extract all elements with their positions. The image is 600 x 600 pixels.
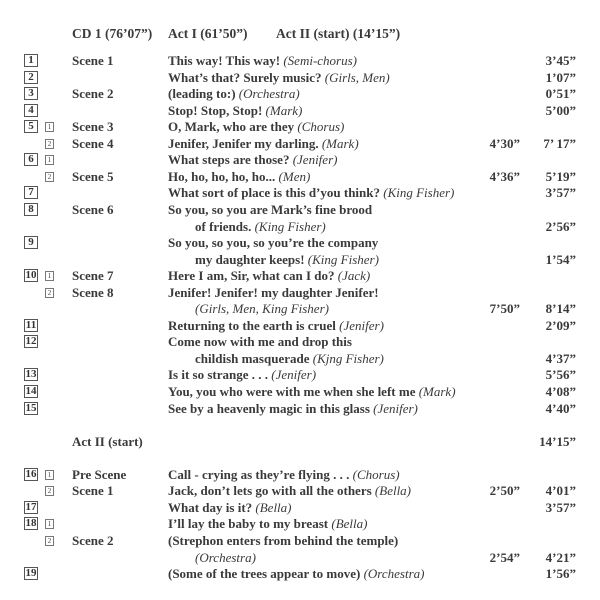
performer-label: (Bella) xyxy=(255,499,292,515)
track-title: Stop! Stop, Stop! (Mark) xyxy=(168,102,303,118)
scene-label: Scene 7 xyxy=(72,268,114,284)
track-duration: 1’56” xyxy=(545,566,576,582)
track-row xyxy=(0,566,600,582)
track-title: So you, so you are Mark’s fine brood xyxy=(168,201,373,217)
scene-duration: 2’50” xyxy=(489,483,520,499)
track-row xyxy=(0,401,600,417)
track-number-box: 4 xyxy=(24,104,38,117)
track-row xyxy=(0,301,600,317)
track-duration: 14’15” xyxy=(539,433,576,449)
track-row xyxy=(0,533,600,549)
scene-label: Scene 6 xyxy=(72,201,114,217)
track-duration: 7’ 17” xyxy=(543,135,576,151)
sub-index-box: 1 xyxy=(45,155,54,165)
performer-label: (Mark) xyxy=(321,135,359,151)
scene-label: Scene 8 xyxy=(72,284,114,300)
performer-label: (Orchestra) xyxy=(238,86,300,102)
track-row xyxy=(0,219,600,235)
track-row xyxy=(0,334,600,350)
performer-label: (Chorus) xyxy=(352,466,400,482)
track-title: Call - crying as they’re flying . . . (Chorus) xyxy=(168,466,400,482)
performer-label: (Semi-chorus) xyxy=(283,53,357,68)
performer-label: (Orchestra) xyxy=(195,549,256,565)
track-number-box: 2 xyxy=(24,71,38,84)
sub-index-box: 1 xyxy=(45,470,54,480)
scene-label: Scene 2 xyxy=(72,86,114,102)
track-number-box: 8 xyxy=(24,203,38,216)
track-title: What day is it? (Bella) xyxy=(168,499,292,515)
scene-label: Scene 4 xyxy=(72,135,114,151)
performer-label: (Bella) xyxy=(331,516,368,532)
performer-label: (King Fisher) xyxy=(254,218,326,234)
track-title: I’ll lay the baby to my breast (Bella) xyxy=(168,516,368,532)
track-title: Here I am, Sir, what can I do? (Jack) xyxy=(168,268,371,284)
track-row xyxy=(0,235,600,251)
scene-label: Scene 1 xyxy=(72,53,114,68)
track-number-box: 9 xyxy=(24,236,38,249)
track-title: of friends. (King Fisher) xyxy=(195,218,326,234)
track-row xyxy=(0,483,600,499)
track-duration: 4’21” xyxy=(545,549,576,565)
track-row xyxy=(0,252,600,268)
track-duration: 3’57” xyxy=(545,499,576,515)
track-title: You, you who were with me when she left me (Mark) xyxy=(168,384,456,399)
track-number-box: 10 xyxy=(25,269,37,282)
performer-label: (Chorus) xyxy=(297,119,345,135)
track-duration: 3’57” xyxy=(545,185,576,201)
track-row xyxy=(0,136,600,152)
track-row xyxy=(0,367,600,383)
track-duration: 5’19” xyxy=(545,168,576,184)
track-duration: 2’09” xyxy=(545,317,576,333)
track-number-box: 3 xyxy=(24,87,38,100)
track-duration: 4’40” xyxy=(545,400,576,416)
track-row xyxy=(0,467,600,483)
header-act-1: Act I (61’50”) xyxy=(168,26,248,41)
track-number-box: 6 xyxy=(24,153,38,166)
track-title: Is it so strange . . . (Jenifer) xyxy=(168,367,317,383)
track-number-box: 12 xyxy=(25,335,37,348)
performer-label: (Jenifer) xyxy=(271,367,317,383)
track-title: Come now with me and drop this xyxy=(168,334,352,350)
sub-index-box: 2 xyxy=(45,288,54,298)
performer-label: (Jenifer) xyxy=(373,400,418,416)
track-title: Ho, ho, ho, ho, ho... (Men) xyxy=(168,168,311,184)
sub-index-box: 1 xyxy=(45,271,54,281)
track-number-box: 16 xyxy=(25,467,37,480)
track-row xyxy=(0,185,600,201)
track-title: Jenifer, Jenifer my darling. (Mark) xyxy=(168,135,359,151)
track-row xyxy=(0,103,600,119)
track-title: What’s that? Surely music? (Girls, Men) xyxy=(168,69,390,85)
scene-duration: 2’54” xyxy=(489,549,520,565)
performer-label: (Bella) xyxy=(374,483,412,499)
scene-duration: 4’30” xyxy=(489,135,520,151)
track-title: Jenifer! Jenifer! my daughter Jenifer! xyxy=(168,284,379,300)
performer-label: (Kjng Fisher) xyxy=(312,350,384,366)
track-title: What sort of place is this d’you think? (King Fisher) xyxy=(168,185,455,201)
scene-label: Scene 3 xyxy=(72,119,114,135)
track-title: See by a heavenly magic in this glass (Jenifer) xyxy=(168,400,418,416)
track-title: (leading to:) (Orchestra) xyxy=(168,86,300,102)
track-number-box: 15 xyxy=(25,401,37,414)
track-row xyxy=(0,550,600,566)
track-row xyxy=(0,70,600,86)
track-title: (Strephon enters from behind the temple) xyxy=(168,532,399,548)
track-duration: 4’01” xyxy=(545,483,576,499)
track-title: Returning to the earth is cruel (Jenifer) xyxy=(168,317,384,333)
sub-index-box: 1 xyxy=(45,519,54,529)
performer-label: (Jenifer) xyxy=(292,152,338,168)
track-row xyxy=(0,202,600,218)
track-row xyxy=(0,318,600,334)
performer-label: (Jenifer) xyxy=(339,317,384,333)
track-row xyxy=(0,434,600,450)
track-row xyxy=(0,384,600,400)
track-duration: 8’14” xyxy=(545,301,576,317)
track-title: (Some of the trees appear to move) (Orchestra) xyxy=(168,566,425,582)
track-duration: 0’51” xyxy=(545,86,576,102)
scene-duration: 4’36” xyxy=(489,168,520,184)
performer-label: (Girls, Men, King Fisher) xyxy=(195,301,329,317)
sub-index-box: 2 xyxy=(45,172,54,182)
sub-index-box: 2 xyxy=(45,536,54,546)
track-row xyxy=(0,152,600,168)
sub-index-box: 1 xyxy=(45,122,54,132)
track-number-box: 11 xyxy=(25,318,37,331)
track-row xyxy=(0,500,600,516)
performer-label: (Girls, Men) xyxy=(324,69,390,85)
track-title: O, Mark, who are they (Chorus) xyxy=(168,119,345,135)
scene-label: Scene 1 xyxy=(72,483,114,499)
track-title: What steps are those? (Jenifer) xyxy=(168,152,338,168)
performer-label: (Mark) xyxy=(418,384,456,399)
track-duration: 5’00” xyxy=(545,102,576,118)
track-row xyxy=(0,119,600,135)
track-duration: 5’56” xyxy=(545,367,576,383)
scene-label: Scene 2 xyxy=(72,532,114,548)
track-title: So you, so you, so you’re the company xyxy=(168,235,379,251)
track-row xyxy=(0,268,600,284)
track-number-box: 19 xyxy=(25,567,37,580)
scene-label: Act II (start) xyxy=(72,433,143,449)
scene-label: Scene 5 xyxy=(72,168,114,184)
track-number-box: 5 xyxy=(24,120,38,133)
track-title: This way! This way! (Semi-chorus) xyxy=(168,53,357,68)
track-duration: 4’08” xyxy=(545,384,576,399)
track-number-box: 18 xyxy=(25,517,37,530)
track-row xyxy=(0,53,600,69)
performer-label: (Orchestra) xyxy=(363,566,425,582)
track-title: Jack, don’t lets go with all the others (Bella) xyxy=(168,483,412,499)
track-duration: 2’56” xyxy=(545,218,576,234)
performer-label: (Jack) xyxy=(337,268,371,284)
track-title: childish masquerade (Kjng Fisher) xyxy=(195,350,384,366)
spacer-row xyxy=(0,450,600,466)
track-duration: 3’45” xyxy=(545,53,576,68)
performer-label: (King Fisher) xyxy=(383,185,455,201)
sub-index-box: 2 xyxy=(45,139,54,149)
scene-label: Pre Scene xyxy=(72,466,127,482)
track-duration: 4’37” xyxy=(545,350,576,366)
performer-label: (King Fisher) xyxy=(307,251,379,267)
header-act-2: Act II (start) (14’15”) xyxy=(276,26,401,41)
track-number-box: 7 xyxy=(24,186,38,199)
track-row xyxy=(0,516,600,532)
spacer-row xyxy=(0,417,600,433)
track-duration: 1’07” xyxy=(545,69,576,85)
track-title xyxy=(195,301,329,317)
sub-index-box: 2 xyxy=(45,486,54,496)
performer-label: (Men) xyxy=(278,168,311,184)
track-row xyxy=(0,86,600,102)
track-row xyxy=(0,285,600,301)
track-duration: 1’54” xyxy=(545,251,576,267)
track-number-box: 14 xyxy=(25,385,37,397)
track-number-box: 13 xyxy=(25,368,37,381)
track-title: my daughter keeps! (King Fisher) xyxy=(195,251,379,267)
track-row xyxy=(0,169,600,185)
track-number-box: 1 xyxy=(24,54,38,67)
header-cd: CD 1 (76’07”) xyxy=(72,26,153,41)
performer-label: (Mark) xyxy=(265,102,303,118)
scene-duration: 7’50” xyxy=(489,301,520,317)
track-row xyxy=(0,351,600,367)
track-title xyxy=(195,550,256,566)
track-number-box: 17 xyxy=(25,500,37,513)
